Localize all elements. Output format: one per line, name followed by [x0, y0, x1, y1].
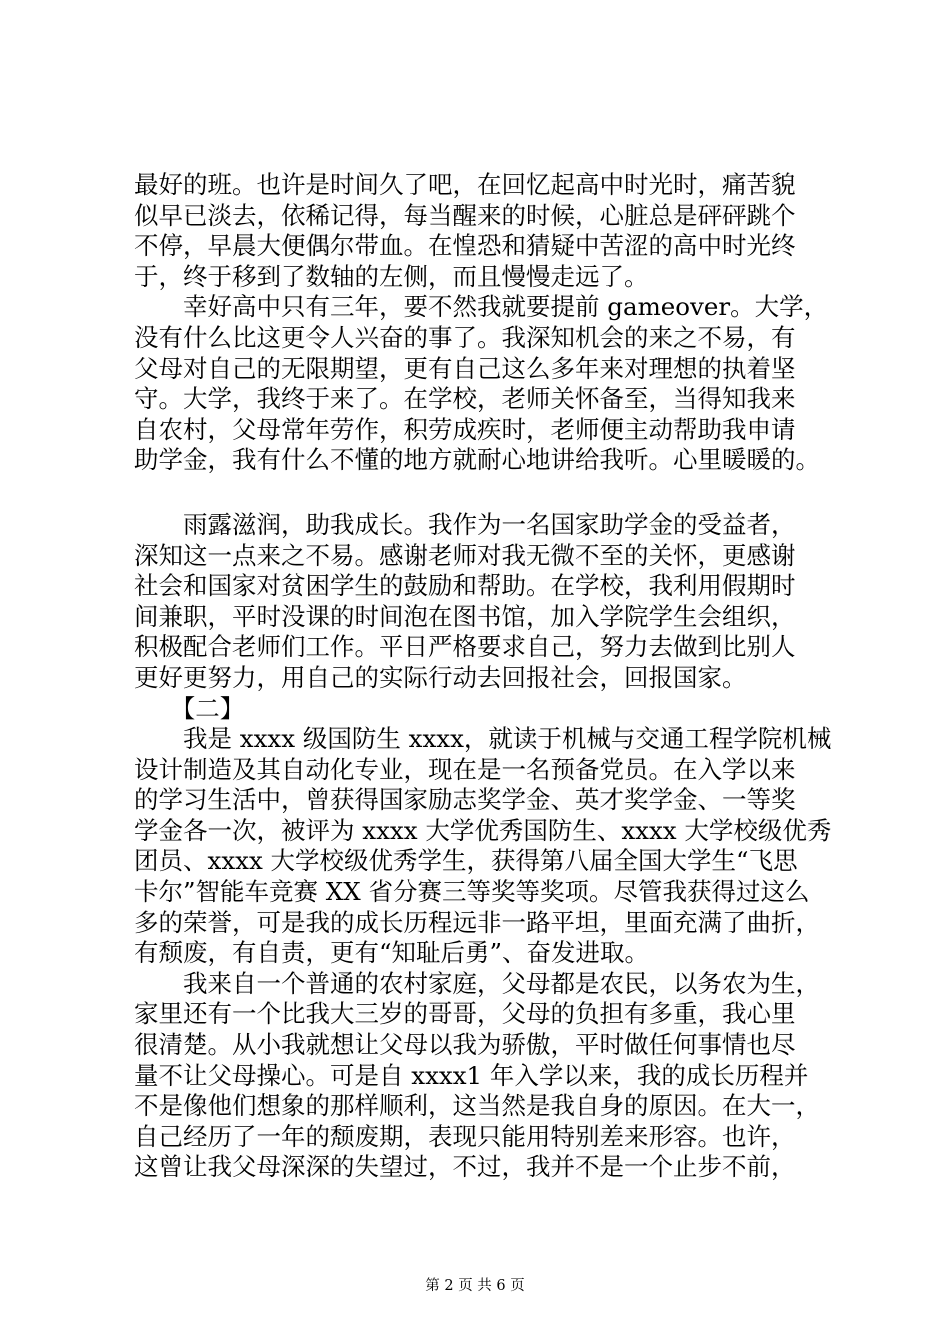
text-line: 很清楚。从小我就想让父母以我为骄傲，平时做任何事情也尽: [134, 1030, 796, 1060]
paragraph-gap: [134, 476, 854, 510]
text-line: 不停，早晨大便偶尔带血。在惶恐和猜疑中苦涩的高中时光终: [134, 231, 796, 261]
text-line: 没有什么比这更令人兴奋的事了。我深知机会的来之不易，有: [134, 322, 796, 352]
text-line: 似早已淡去，依稀记得，每当醒来的时候，心脏总是砰砰跳个: [134, 200, 796, 230]
text-line: 社会和国家对贫困学生的鼓励和帮助。在学校，我利用假期时: [134, 571, 796, 601]
text-line: 我来自一个普通的农村家庭，父母都是农民，以务农为生，: [134, 968, 820, 998]
page-footer: 第 2 页 共 6 页: [425, 1278, 525, 1294]
text-line: 最好的班。也许是时间久了吧，在回忆起高中时光时，痛苦貌: [134, 170, 796, 199]
text-line: 自己经历了一年的颓废期，表现只能用特别差来形容。也许，: [134, 1121, 796, 1151]
text-line: 助学金，我有什么不懂的地方就耐心地讲给我听。心里暖暖的。: [134, 445, 820, 475]
text-line: 多的荣誉，可是我的成长历程远非一路平坦，里面充满了曲折，: [134, 907, 820, 937]
text-line: 设计制造及其自动化专业，现在是一名预备党员。在入学以来: [134, 754, 796, 784]
document-body: [134, 170, 854, 1183]
text-line: 守。大学，我终于来了。在学校，老师关怀备至，当得知我来: [134, 384, 796, 414]
text-line: 自农村，父母常年劳作，积劳成疾时，老师便主动帮助我申请: [134, 414, 796, 444]
text-line: 深知这一点来之不易。感谢老师对我无微不至的关怀，更感谢: [134, 540, 796, 570]
text-line: 家里还有一个比我大三岁的哥哥，父母的负担有多重，我心里: [134, 999, 796, 1029]
text-line: 团员、xxxx 大学校级优秀学生，获得第八届全国大学生“飞思: [134, 846, 798, 876]
text-line: 幸好高中只有三年，要不然我就要提前 gameover。大学，: [134, 292, 829, 322]
text-line: 父母对自己的无限期望，更有自己这么多年来对理想的执着坚: [134, 353, 796, 383]
text-line: 卡尔”智能车竞赛 XX 省分赛三等奖等奖项。尽管我获得过这么: [134, 877, 810, 907]
paragraph-block-2: [134, 510, 854, 1183]
text-line: 于，终于移到了数轴的左侧，而且慢慢走远了。: [134, 261, 649, 291]
text-line: 我是 xxxx 级国防生 xxxx，就读于机械与交通工程学院机械: [134, 724, 832, 754]
text-line: 更好更努力，用自己的实际行动去回报社会，回报国家。: [134, 662, 747, 692]
text-line: 积极配合老师们工作。平日严格要求自己，努力去做到比别人: [134, 632, 796, 662]
text-line: 学金各一次，被评为 xxxx 大学优秀国防生、xxxx 大学校级优秀: [134, 815, 832, 845]
text-line: 这曾让我父母深深的失望过，不过，我并不是一个止步不前，: [134, 1152, 796, 1182]
paragraph-block-1: [134, 170, 854, 476]
text-line: 间兼职，平时没课的时间泡在图书馆，加入学院学生会组织，: [134, 601, 796, 631]
text-line: 不是像他们想象的那样顺利，这当然是我自身的原因。在大一，: [134, 1091, 820, 1121]
text-line: 雨露滋润，助我成长。我作为一名国家助学金的受益者，: [134, 509, 796, 539]
text-line: 有颓废，有自责，更有“知耻后勇”、奋发进取。: [134, 938, 650, 968]
section-heading: 【二】: [134, 693, 245, 723]
text-line: 的学习生活中，曾获得国家励志奖学金、英才奖学金、一等奖: [134, 785, 796, 815]
text-line: 量不让父母操心。可是自 xxxx1 年入学以来，我的成长历程并: [134, 1060, 809, 1090]
